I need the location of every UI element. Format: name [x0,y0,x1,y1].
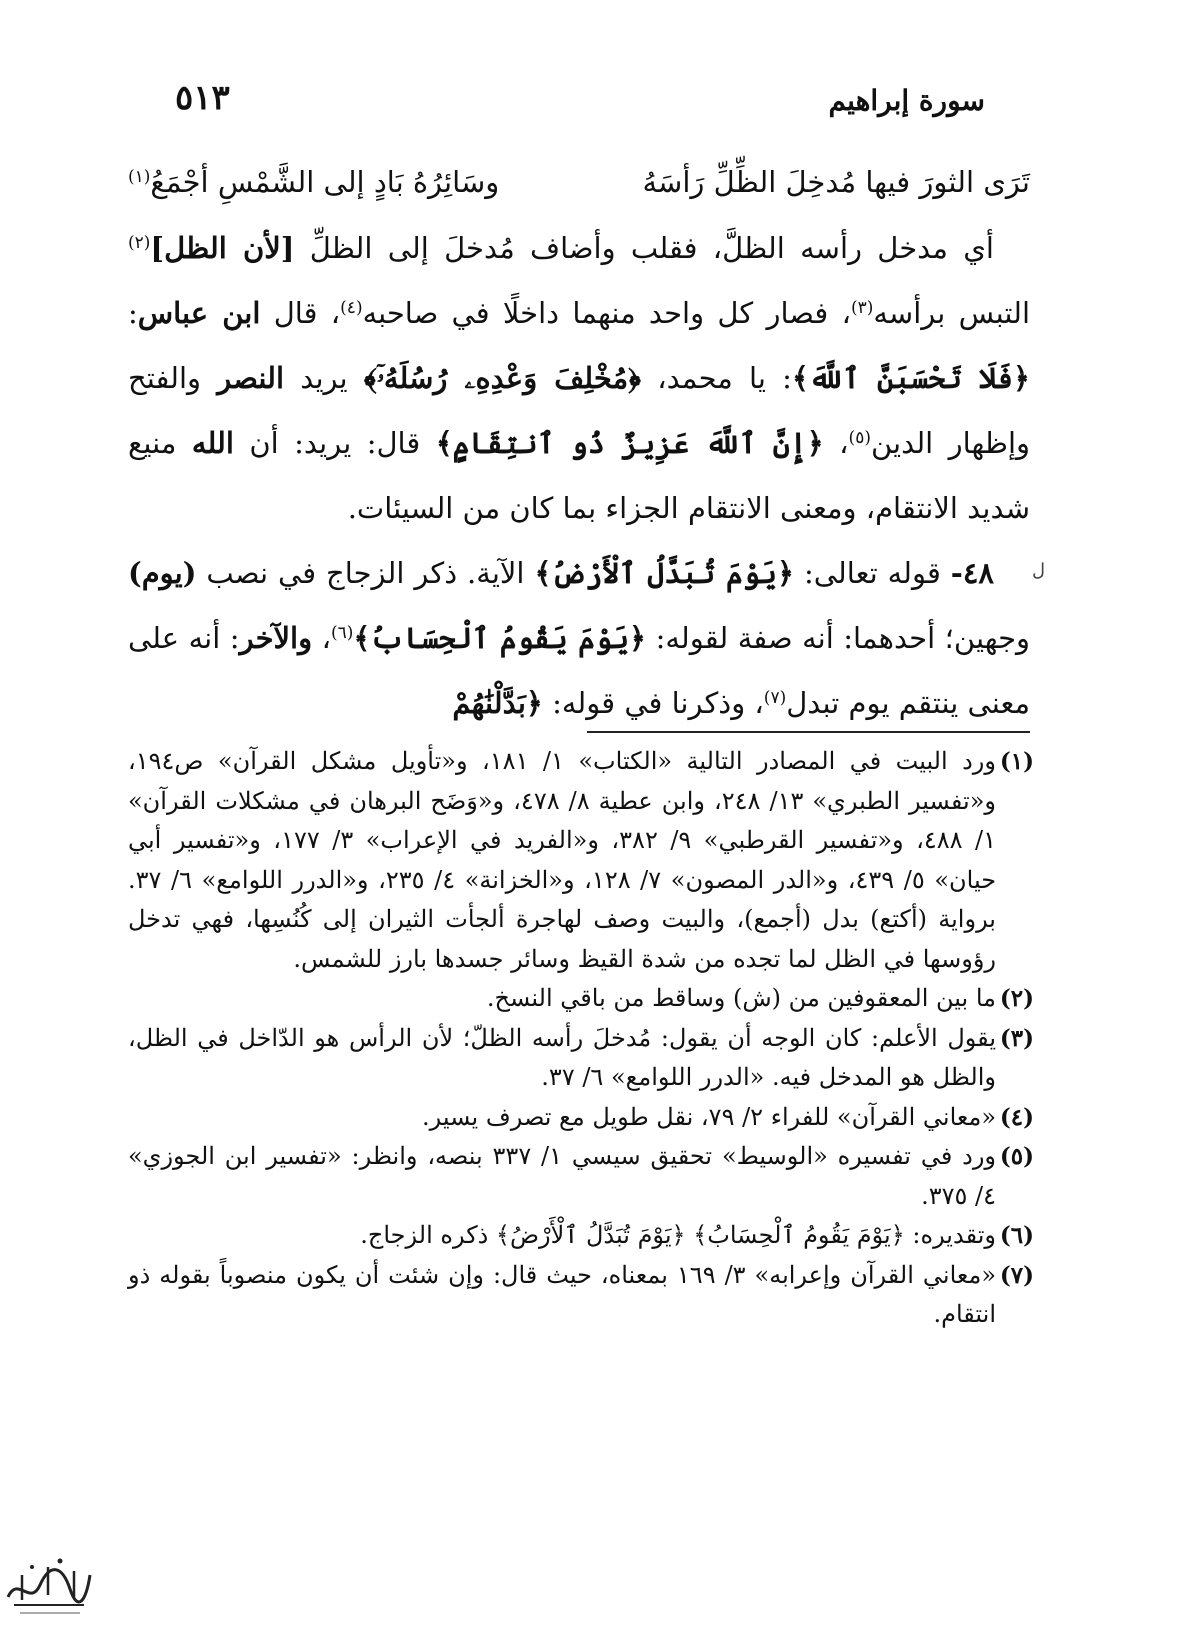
footnote-1 [128,742,1034,979]
marginal-mark: ل [1032,560,1046,581]
library-logo-icon [0,1545,95,1620]
footnote-number: (٦) [999,1222,1034,1249]
page-header [175,78,985,128]
footnote-6 [128,1216,1034,1256]
main-text [128,148,1030,736]
quran-quote-2: ﴿مُخْلِفَ وَعْدِهِۦ رُسُلَهُۥٓ﴾ [363,361,642,395]
footnote-5 [128,1137,1034,1216]
quran-quote-4: ﴿يَوْمَ تُبَدَّلُ ٱلْأَرْضُ﴾ [534,556,795,590]
paragraph-2: ٤٨- قوله تعالى: ﴿يَوْمَ تُبَدَّلُ ٱلْأَرْضُ﴾ الآية. ذكر الزجاج في نصب (يوم) وجهين؛ أحدهما: أنه صفة لقوله: ﴿يَوْمَ يَقُومُ ٱلْحِسَابُ﴾$^{(٦)}$، والآخر: أنه على معنى ينتقم يوم تبدل$^{(٧)}$، وذكرنا في قوله: ﴿بَدَّلْنَٰهُمْ [128,556,1031,720]
poem-first-half: تَرَى الثورَ فيها مُدخِلَ الظِّلِّ رَأسَهُ [642,165,1030,199]
quran-quote-1: ﴿فَلَا تَحْسَبَنَّ ٱللَّهَ﴾ [791,361,1030,395]
footnote-number: (٧) [999,1261,1034,1289]
quran-quote-5: ﴿يَوْمَ يَقُومُ ٱلْحِسَابُ﴾ [353,621,647,655]
footnote-text: وتقديره: ﴿يَوْمَ يَقُومُ ٱلْحِسَابُ﴾ ﴿يَوْمَ تُبَدَّلُ ٱلْأَرْضُ﴾ ذكره الزجاج. [360,1221,996,1249]
footnote-ref-3[interactable]: (٣) [850,298,874,318]
footnote-number: (٤) [999,1103,1034,1131]
footnote-ref-5[interactable]: (٥) [848,428,871,448]
keyword-allah: الله [191,426,234,460]
paragraph-1: أي مدخل رأسه الظلَّ، فقلب وأضاف مُدخلَ إلى الظلِّ [لأن الظل]$^{(٢)}$ التبس برأسه$^{(٣)}$، فصار كل واحد منهما داخلًا في صاحبه$^{(٤)}$، قال ابن عباس: ﴿فَلَا تَحْسَبَنَّ ٱللَّهَ﴾: يا محمد، ﴿مُخْلِفَ وَعْدِهِۦ رُسُلَهُۥٓ﴾ يريد النصر والفتح وإظهار الدين$^{(٥)}$، ﴿إِنَّ ٱللَّهَ عَزِيزٌ ذُو ٱنتِقَامٍ﴾ قال: يريد: أن الله منيع شديد الانتقام، ومعنى الانتقام الجزاء بما كان من السيئات. [128,231,1031,525]
footnote-ref-6[interactable]: (٦) [330,623,354,643]
keyword-akhar: والآخر [239,621,313,655]
footnote-2 [128,979,1034,1019]
footnote-3 [128,1019,1034,1098]
footnote-text: «معاني القرآن وإعرابه» ٣/ ١٦٩ بمعناه، حيث قال: وإن شئت أن يكون منصوباً بقوله ذو انتقام. [128,1260,997,1328]
footnote-4 [128,1098,1034,1138]
footnote-text: يقول الأعلم: كان الوجه أن يقول: مُدخلَ رأسه الظلّ؛ لأن الرأس هو الدّاخل في الظل، والظل هو المدخل فيه. «الدرر اللوامع» ٦/ ٣٧. [128,1023,996,1091]
footnote-number: (٥) [999,1143,1034,1170]
footnote-text: ما بين المعقوفين من (ش) وساقط من باقي النسخ. [486,984,996,1012]
footnote-ref-7[interactable]: (٧) [763,688,787,708]
footnote-number: (١) [999,748,1034,775]
footnote-ref-4[interactable]: (٤) [340,298,363,318]
quran-quote-6: ﴿بَدَّلْنَٰهُمْ [452,686,543,720]
footnote-7 [128,1256,1034,1335]
footnote-ref-2[interactable]: (٢) [128,233,151,253]
footnote-number: (٣) [999,1024,1034,1052]
footnote-text: ورد البيت في المصادر التالية «الكتاب» ١/ ١٨١، و«تأويل مشكل القرآن» ص١٩٤، و«تفسير الطبري» ١٣/ ٢٤٨، وابن عطية ٨/ ٤٧٨، و«وَضَح البرهان في مشكلات القرآن» ١/ ٤٨٨، و«تفسير القرطبي» ٩/ ٣٨٢، و«الفريد في الإعراب» ٣/ ١٧٧، و«تفسير أبي حيان» ٥/ ٤٣٩، و«الدر المصون» ٧/ ١٢٨، و«الخزانة» ٤/ ٢٣٥، و«الدرر اللوامع» ٦/ ٣٧. برواية (أكتع) بدل (أجمع)، والبيت وصف لهاجرة ألجأت الثيران إلى كُنُسِها، فهي تدخل رؤوسها في الظل لما تجده من شدة القيظ وسائر جسدها بارز للشمس. [128,747,997,973]
footnote-text: ورد في تفسيره «الوسيط» تحقيق سيسي ١/ ٣٣٧ بنصه، وانظر: «تفسير ابن الجوزي» ٤/ ٣٧٥. [128,1142,997,1210]
bracketed-addition: [لأن الظل] [150,231,295,265]
footnote-ref-1[interactable]: (١) [128,167,151,187]
quran-quote-3: ﴿إِنَّ ٱللَّهَ عَزِيزٌ ذُو ٱنتِقَامٍ﴾ [435,426,824,460]
poem-second-half: وسَائِرُهُ بَادٍ إلى الشَّمْسِ أجْمَعُ$^{(١)}$ [128,165,500,199]
poem-verse [128,148,1030,216]
footnotes [128,742,1034,1335]
ibn-abbas-name: ابن عباس [137,296,261,330]
footnote-number: (٢) [999,985,1034,1012]
verse-number-48: ٤٨- [950,556,994,590]
keyword-nasr: النصر [217,361,285,395]
keyword-yawm: (يوم) [128,556,197,590]
footnote-text: «معاني القرآن» للفراء ٢/ ٧٩، نقل طويل مع تصرف يسير. [421,1102,996,1131]
surah-title: سورة إبراهيم [828,84,985,117]
footnote-divider [587,731,1030,733]
page-number: ٥١٣ [175,78,230,118]
